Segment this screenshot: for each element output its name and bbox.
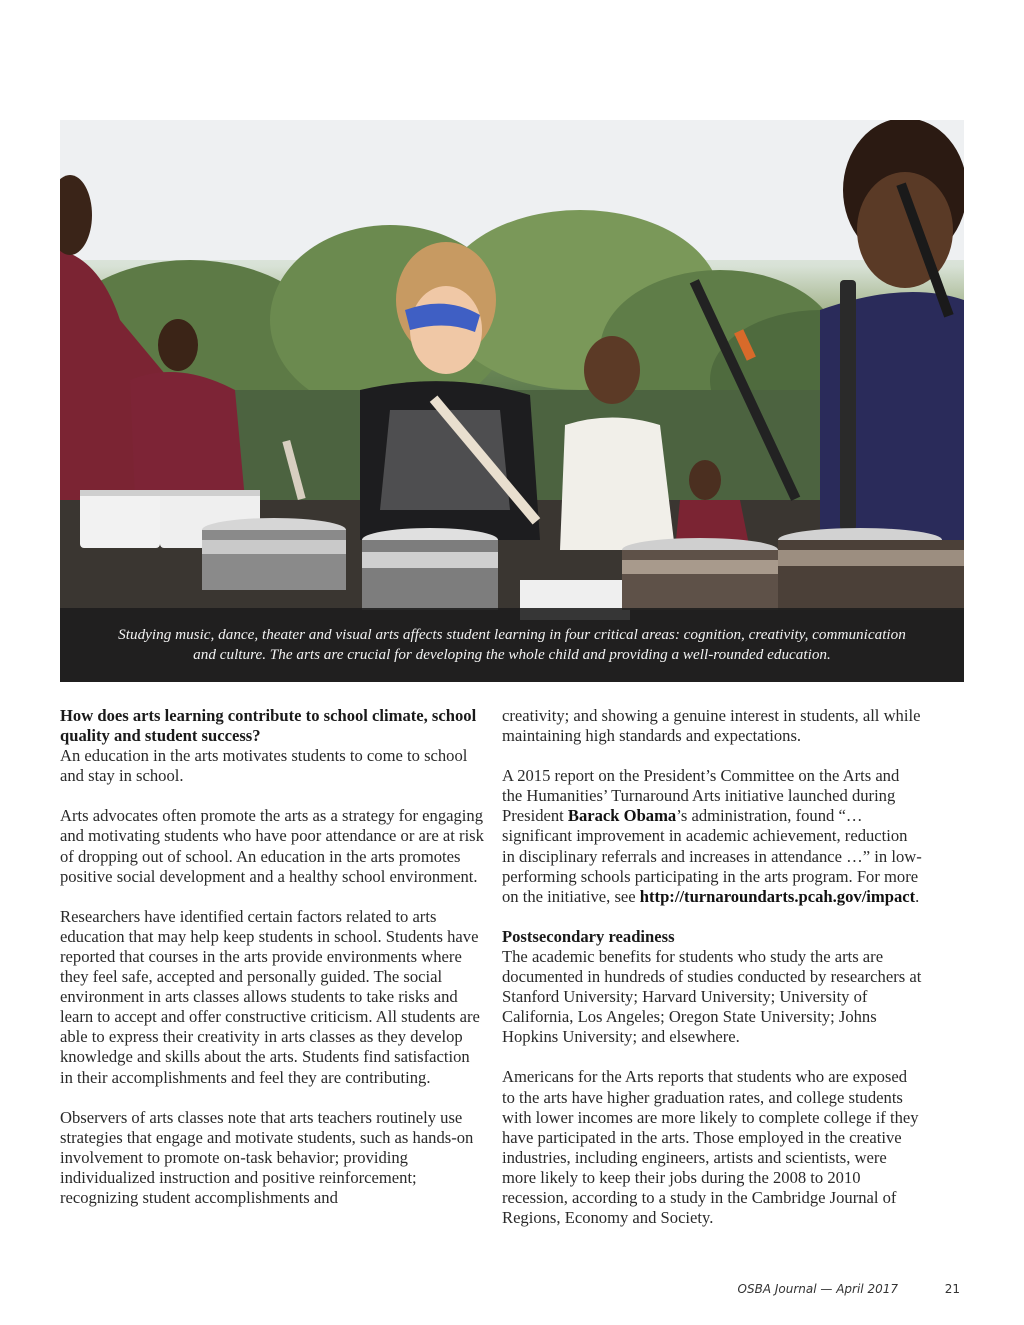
paragraph-creativity: creativity; and showing a genuine interest in students, all while maintaining high standards and expectations. (502, 706, 921, 746)
report-text-end: . (915, 886, 920, 906)
report-text-b: ’s administration, found “… significant improvement in academic achievement, reduction in disciplinary referrals and increases in attendance …” in low-performing schools participating in the arts program. For more on the initiative, see (502, 806, 922, 906)
paragraph-americans-for-arts: Americans for the Arts reports that students who are exposed to the arts have higher graduation rates, and college students with lower incomes are more likely to complete college if they have participated in the arts. Those employed in the creative industries, including engineers, artists and scientists, were more likely to keep their jobs during the 2008 to 2010 recession, according to a study in the Cambridge Journal of Regions, Economy and Society. (502, 1067, 919, 1228)
report-text-a: A 2015 report on the President’s Committee on the Arts and the Humanities’ Turnaround Arts initiative launched during President (502, 766, 900, 826)
journal-title: OSBA Journal — April 2017 (737, 1282, 898, 1296)
paragraph-researchers: Researchers have identified certain factors related to arts education that may help keep students in school. Students have reported that courses in the arts provide environments where they feel safe, accepted and personally guided. The social environment in arts classes allows students to take risks and learn to accept and offer constructive criticism. All students are able to express their creativity in arts classes as they develop knowledge and skills about the arts. Students find satisfaction in their accomplishments and feel they are contributing. (60, 906, 480, 1087)
turnaround-arts-link[interactable]: http://turnaroundarts.pcah.gov/impact (639, 886, 916, 906)
caption-line-2: and culture. The arts are crucial for developing the whole child and providing a well-rounded education. (193, 646, 831, 663)
section-heading-postsecondary: Postsecondary readiness (502, 926, 675, 946)
drumline-illustration (60, 120, 964, 682)
caption-line-1: Studying music, dance, theater and visual arts affects student learning in four critical areas: cognition, creativity, communication (118, 626, 906, 643)
page-number: 21 (944, 1282, 960, 1296)
paragraph-advocates: Arts advocates often promote the arts as a strategy for engaging and motivating students who have poor attendance or are at risk of dropping out of school. An education in the arts promotes positive social development and a healthy school environment. (60, 806, 484, 886)
photo-caption (60, 608, 964, 682)
paragraph-turnaround-report (502, 766, 922, 907)
paragraph-academic-benefits: The academic benefits for students who study the arts are documented in hundreds of studies conducted by researchers at Stanford University; Harvard University; University of California, Los Angeles; Oregon State University; Johns Hopkins University; and elsewhere. (502, 946, 922, 1047)
president-name: Barack Obama (567, 806, 677, 826)
paragraph-motivates: An education in the arts motivates students to come to school and stay in school. (60, 746, 468, 786)
paragraph-observers: Observers of arts classes note that arts teachers routinely use strategies that engage and motivate students, such as hands-on involvement to promote on-task behavior; providing individualized instruction and positive reinforcement; recognizing student accomplishments and (60, 1107, 474, 1207)
drumline-photo (60, 120, 964, 682)
section-heading-school-climate: How does arts learning contribute to school climate, school quality and student success? (60, 706, 477, 746)
left-column (60, 706, 484, 1228)
right-column (502, 706, 922, 1248)
page-footer (0, 1282, 1024, 1302)
